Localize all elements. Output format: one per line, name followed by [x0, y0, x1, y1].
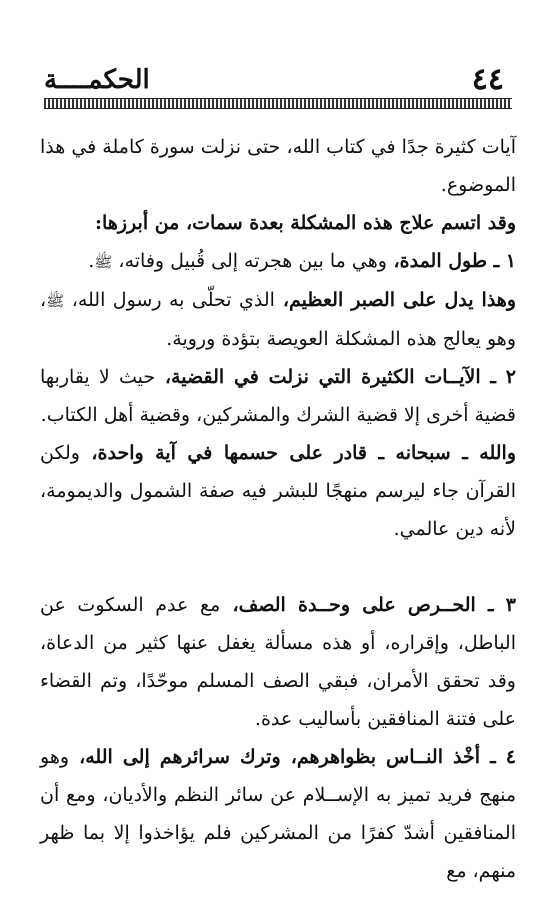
text-segment: ، وهو يعالج هذه المشكلة العويصة بتؤدة وروية.	[40, 289, 516, 350]
running-title: الحكمــــة	[44, 65, 150, 95]
bold-text-segment: ٤ ـ أخْذ النــاس بظواهرهم، وترك سرائرهم إلى الله،	[69, 746, 516, 768]
paragraph	[40, 358, 516, 434]
bold-text-segment: ٣ ـ الحــرص على وحــدة الصف،	[220, 594, 516, 616]
text-segment: ولكن القرآن جاء ليرسم منهجًا للبشر فيه صفة الشمول والديمومة، لأنه دين عالمي.	[40, 442, 516, 540]
text-segment: مع عدم السكوت عن الباطل، وإقراره، أو هذه مسألة يغفل عنها كثير من الدعاة، وقد تحقق الأمران، فبقي الصف المسلم موحّدًا، وتم القضاء على فتنة المنافقين بأساليب عدة.	[40, 594, 516, 730]
page-number: ٤٤	[471, 62, 504, 97]
text-segment: الذي تحلّى به رسول الله،	[64, 289, 275, 311]
bold-text-segment: وقد اتسم علاج هذه المشكلة بعدة سمات، من أبرزها:	[95, 212, 516, 234]
honorific-glyph: ﷺ	[94, 253, 113, 271]
paragraph	[40, 281, 516, 358]
paragraph	[40, 204, 516, 242]
paragraph	[40, 586, 516, 738]
text-segment: وهو منهج فريد تميز به الإســلام عن سائر النظم والأديان، ومع أن المنافقين أشدّ كفرًا من المشركين فلم يؤاخذوا إلا بما ظهر منهم، مع	[40, 746, 516, 882]
honorific-glyph: ﷺ	[46, 292, 65, 310]
bold-text-segment: ٢ ـ الآيــات الكثيرة التي نزلت في القضية،	[155, 366, 516, 388]
bold-text-segment: وهذا يدل على الصبر العظيم،	[274, 289, 516, 311]
paragraph	[40, 738, 516, 890]
text-segment: آيات كثيرة جدًا في كتاب الله، حتى نزلت سورة كاملة في هذا الموضوع.	[40, 136, 516, 196]
paragraph	[40, 242, 516, 281]
header-rule	[44, 98, 512, 109]
paragraph-gap	[40, 548, 516, 586]
body-text	[40, 128, 516, 890]
text-segment: .	[88, 250, 95, 272]
text-segment: حيث لا يقاربها قضية أخرى إلا قضية الشرك والمشركين، وقضية أهل الكتاب.	[40, 366, 516, 426]
page-header	[44, 60, 512, 110]
bold-text-segment: ١ ـ طول المدة،	[386, 250, 516, 272]
paragraph	[40, 434, 516, 548]
bold-text-segment: والله ـ سبحانه ـ قادر على حسمها في آية واحدة،	[79, 442, 516, 464]
text-segment: وهي ما بين هجرته إلى قُبيل وفاته،	[112, 250, 387, 272]
paragraph	[40, 128, 516, 204]
